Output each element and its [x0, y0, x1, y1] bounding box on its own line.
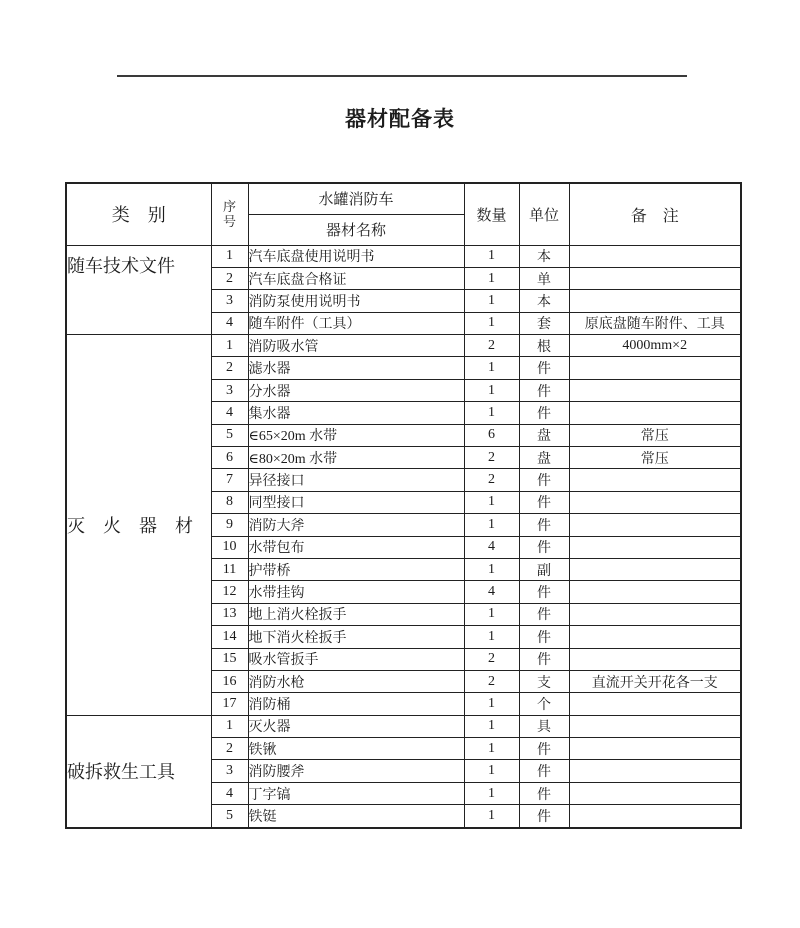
- quantity-cell: 1: [464, 245, 519, 267]
- serial-cell: 15: [211, 648, 248, 670]
- unit-cell: 个: [519, 693, 569, 715]
- unit-cell: 支: [519, 670, 569, 692]
- equipment-name-cell: 汽车底盘合格证: [248, 267, 464, 289]
- header-quantity: 数量: [464, 183, 519, 245]
- serial-cell: 3: [211, 379, 248, 401]
- equipment-name-cell: 集水器: [248, 402, 464, 424]
- serial-cell: 13: [211, 603, 248, 625]
- quantity-cell: 1: [464, 782, 519, 804]
- unit-cell: 件: [519, 402, 569, 424]
- remark-cell: [569, 693, 741, 715]
- unit-cell: 件: [519, 805, 569, 828]
- equipment-name-cell: 吸水管扳手: [248, 648, 464, 670]
- equipment-name-cell: 消防桶: [248, 693, 464, 715]
- equipment-name-cell: 地上消火栓扳手: [248, 603, 464, 625]
- unit-cell: 根: [519, 335, 569, 357]
- remark-cell: [569, 536, 741, 558]
- serial-cell: 3: [211, 760, 248, 782]
- equipment-name-cell: 消防腰斧: [248, 760, 464, 782]
- quantity-cell: 1: [464, 290, 519, 312]
- header-unit: 单位: [519, 183, 569, 245]
- unit-cell: 具: [519, 715, 569, 737]
- equipment-name-cell: 地下消火栓扳手: [248, 626, 464, 648]
- equipment-name-cell: 消防泵使用说明书: [248, 290, 464, 312]
- quantity-cell: 2: [464, 469, 519, 491]
- quantity-cell: 1: [464, 626, 519, 648]
- remark-cell: 原底盘随车附件、工具: [569, 312, 741, 334]
- remark-cell: 常压: [569, 447, 741, 469]
- unit-cell: 件: [519, 379, 569, 401]
- serial-cell: 2: [211, 738, 248, 760]
- quantity-cell: 1: [464, 760, 519, 782]
- header-vehicle: 水罐消防车: [248, 183, 464, 214]
- equipment-name-cell: 分水器: [248, 379, 464, 401]
- quantity-cell: 1: [464, 491, 519, 513]
- serial-cell: 1: [211, 335, 248, 357]
- quantity-cell: 2: [464, 335, 519, 357]
- serial-cell: 4: [211, 402, 248, 424]
- equipment-name-cell: 护带桥: [248, 558, 464, 580]
- serial-cell: 2: [211, 267, 248, 289]
- remark-cell: 直流开关开花各一支: [569, 670, 741, 692]
- equipment-name-cell: 异径接口: [248, 469, 464, 491]
- header-category: 类 别: [66, 183, 211, 245]
- header-remarks: 备 注: [569, 183, 741, 245]
- remark-cell: [569, 648, 741, 670]
- serial-cell: 9: [211, 514, 248, 536]
- remark-cell: [569, 805, 741, 828]
- serial-cell: 10: [211, 536, 248, 558]
- equipment-name-cell: 随车附件（工具）: [248, 312, 464, 334]
- unit-cell: 件: [519, 357, 569, 379]
- table-row: [66, 335, 741, 357]
- unit-cell: 件: [519, 514, 569, 536]
- remark-cell: [569, 760, 741, 782]
- remark-cell: 4000mm×2: [569, 335, 741, 357]
- equipment-name-cell: 消防吸水管: [248, 335, 464, 357]
- equipment-table: [65, 182, 742, 829]
- quantity-cell: 1: [464, 379, 519, 401]
- quantity-cell: 1: [464, 267, 519, 289]
- unit-cell: 件: [519, 760, 569, 782]
- unit-cell: 件: [519, 782, 569, 804]
- unit-cell: 件: [519, 536, 569, 558]
- header-rule: [117, 75, 687, 77]
- equipment-name-cell: 消防大斧: [248, 514, 464, 536]
- quantity-cell: 4: [464, 581, 519, 603]
- serial-cell: 2: [211, 357, 248, 379]
- category-cell: 随车技术文件: [66, 245, 211, 335]
- unit-cell: 盘: [519, 424, 569, 446]
- serial-cell: 17: [211, 693, 248, 715]
- unit-cell: 件: [519, 626, 569, 648]
- table-row: [66, 715, 741, 737]
- remark-cell: [569, 469, 741, 491]
- table-header: [66, 183, 741, 245]
- remark-cell: [569, 290, 741, 312]
- equipment-name-cell: 水带挂钩: [248, 581, 464, 603]
- quantity-cell: 1: [464, 603, 519, 625]
- remark-cell: [569, 402, 741, 424]
- quantity-cell: 1: [464, 693, 519, 715]
- unit-cell: 件: [519, 738, 569, 760]
- quantity-cell: 1: [464, 312, 519, 334]
- serial-cell: 5: [211, 424, 248, 446]
- remark-cell: [569, 782, 741, 804]
- remark-cell: [569, 491, 741, 513]
- quantity-cell: 2: [464, 648, 519, 670]
- header-equipment-name: 器材名称: [248, 214, 464, 245]
- serial-cell: 11: [211, 558, 248, 580]
- quantity-cell: 1: [464, 738, 519, 760]
- quantity-cell: 1: [464, 402, 519, 424]
- category-cell: 破拆救生工具: [66, 715, 211, 827]
- equipment-name-cell: ∈80×20m 水带: [248, 447, 464, 469]
- serial-cell: 16: [211, 670, 248, 692]
- serial-cell: 6: [211, 447, 248, 469]
- serial-cell: 3: [211, 290, 248, 312]
- serial-cell: 8: [211, 491, 248, 513]
- remark-cell: [569, 379, 741, 401]
- equipment-name-cell: 丁字镐: [248, 782, 464, 804]
- remark-cell: [569, 245, 741, 267]
- unit-cell: 件: [519, 581, 569, 603]
- serial-cell: 5: [211, 805, 248, 828]
- equipment-name-cell: 水带包布: [248, 536, 464, 558]
- quantity-cell: 1: [464, 558, 519, 580]
- header-serial-line2: 号: [222, 214, 236, 230]
- table-row: [66, 245, 741, 267]
- table-body: [66, 245, 741, 828]
- unit-cell: 盘: [519, 447, 569, 469]
- remark-cell: [569, 715, 741, 737]
- header-serial-line1: 序: [222, 198, 236, 214]
- quantity-cell: 2: [464, 447, 519, 469]
- quantity-cell: 1: [464, 715, 519, 737]
- remark-cell: [569, 514, 741, 536]
- remark-cell: [569, 558, 741, 580]
- unit-cell: 本: [519, 290, 569, 312]
- serial-cell: 1: [211, 245, 248, 267]
- unit-cell: 件: [519, 491, 569, 513]
- equipment-name-cell: 铁锹: [248, 738, 464, 760]
- serial-cell: 12: [211, 581, 248, 603]
- remark-cell: [569, 581, 741, 603]
- header-serial: [211, 183, 248, 245]
- serial-cell: 7: [211, 469, 248, 491]
- remark-cell: [569, 603, 741, 625]
- remark-cell: [569, 267, 741, 289]
- quantity-cell: 1: [464, 514, 519, 536]
- remark-cell: [569, 626, 741, 648]
- equipment-name-cell: 滤水器: [248, 357, 464, 379]
- equipment-name-cell: 消防水枪: [248, 670, 464, 692]
- page-title: 器材配备表: [345, 107, 455, 131]
- unit-cell: 件: [519, 469, 569, 491]
- equipment-name-cell: 铁铤: [248, 805, 464, 828]
- serial-cell: 4: [211, 782, 248, 804]
- serial-cell: 4: [211, 312, 248, 334]
- quantity-cell: 2: [464, 670, 519, 692]
- quantity-cell: 1: [464, 357, 519, 379]
- equipment-name-cell: ∈65×20m 水带: [248, 424, 464, 446]
- header-row-1: [66, 183, 741, 214]
- equipment-name-cell: 灭火器: [248, 715, 464, 737]
- unit-cell: 副: [519, 558, 569, 580]
- remark-cell: [569, 357, 741, 379]
- unit-cell: 件: [519, 648, 569, 670]
- unit-cell: 件: [519, 603, 569, 625]
- remark-cell: [569, 738, 741, 760]
- quantity-cell: 4: [464, 536, 519, 558]
- unit-cell: 套: [519, 312, 569, 334]
- quantity-cell: 6: [464, 424, 519, 446]
- unit-cell: 单: [519, 267, 569, 289]
- serial-cell: 1: [211, 715, 248, 737]
- equipment-name-cell: 汽车底盘使用说明书: [248, 245, 464, 267]
- quantity-cell: 1: [464, 805, 519, 828]
- remark-cell: 常压: [569, 424, 741, 446]
- equipment-name-cell: 同型接口: [248, 491, 464, 513]
- serial-cell: 14: [211, 626, 248, 648]
- unit-cell: 本: [519, 245, 569, 267]
- category-cell: 灭 火 器 材: [66, 335, 211, 716]
